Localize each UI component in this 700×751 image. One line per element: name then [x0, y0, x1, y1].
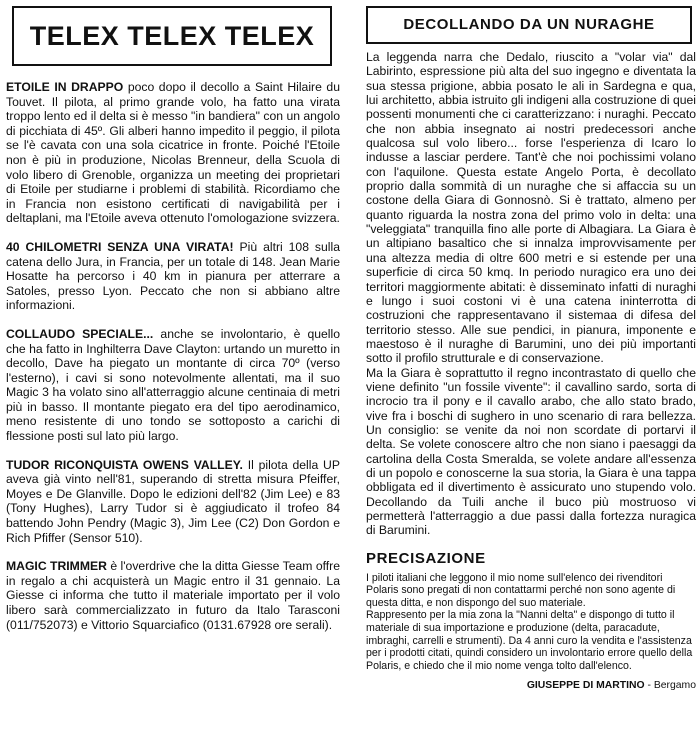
article-heading: COLLAUDO SPECIALE... — [6, 326, 154, 341]
article-text: poco dopo il decollo a Saint Hilaire du Touvet. Il pilota, al primo grande volo, ha fatto una virata troppo lento ed il delta si è messo "in bandiera" con un angolo di picchiata di 45º. Gli alberi hanno impedito il peggio, il pilota se l'è cavata con una sola cicatrice in fronte. Poiché l'Etoile non è più in produzione, Nicolas Brenneur, della Scuola di volo libero di Grenoble, organizza un meeting dei proprietari di Etoile per studiarne i problemi di stabilità. Ricordiamo che in Francia non esistono certificati di navigabilità per i deltaplani, ma l'Etoile aveva ottenuto l'omologazione svizzera. — [6, 80, 340, 226]
signature — [366, 680, 696, 691]
precisazione-title: PRECISAZIONE — [366, 549, 486, 567]
precisazione-line-3: Rappresento per la mia zona la "Nanni delta" e dispongo di tutto il materiale di sua importazione e produzione (delta, paracadute, imbraghi, carrelli e strumenti). Da 4 anni curo la vendita e l'assistenza per i prodotti citati, quindi considero un involontario errore quello della Polaris, e chiedo che il mio nome venga tolto dall'elenco. — [366, 609, 693, 672]
article-magic-trimmer — [6, 559, 340, 632]
article-tudor — [6, 458, 340, 546]
left-column — [6, 6, 340, 646]
article-heading: MAGIC TRIMMER — [6, 559, 107, 574]
nuraghe-paragraph-2: Ma la Giara è soprattutto il regno incontrastato di quello che viene definito "un fossile vivente": il cavallino sardo, sorta di incrocio tra il pony e il cavallo arabo, che allo stato brado, vive fra i boschi di sughero in uno scenario di rara bellezza. Un consiglio: se venite da noi non scordate di portarvi il delta. Se volete conoscere altro che non siano i paesaggi da cartolina della Costa Smeralda, se volete andare all'essenza di un popolo e conoscerne la sua storia, la Giara è una tappa obbligata ed il divertimento è assicurato uno stupendo volo. Decollando da Tuili anche il buco più mostruoso vi permetterà l'atterraggio a due passi dalla fortezza nuragica di Barumini. — [366, 365, 696, 538]
right-column — [366, 6, 696, 691]
telex-title: TELEX TELEX TELEX — [12, 6, 332, 66]
nuraghe-body — [366, 50, 696, 538]
signature-place: - Bergamo — [644, 680, 696, 692]
precisazione-line-2: questa ditta, e non dispongo del suo materiale. — [366, 596, 586, 609]
article-heading: ETOILE IN DRAPPO — [6, 80, 124, 94]
article-40km — [6, 240, 340, 313]
nuraghe-paragraph-1: La leggenda narra che Dedalo, riuscito a "volar via" dal Labirinto, espressione più alta del suo ingegno e diventata la sua stessa prigione, abbia posato le ali in Sardegna e qua, lui architetto, abbia istruito gli indigeni alla costruzione di quei possenti monumenti che ci caratterizzano: i nuraghi. Peccato che non abbia insegnato ai nostri predecessori anche qualcosa sul volo libero... forse l'esperienza di Icaro lo indusse a lasciar perdere. Tant'è che noi pochissimi volano con l'aquilone. Questa estate Angelo Porta, è decollato proprio dalla sommità di un nuraghe che si affaccia su un costone della Giara di Gonnosnò. Si è trattato, almeno per quanto riguarda la nostra zona del primo volo in delta: una "veleggiata" tranquilla fino alle porte di Albagiara. La Giara è un altipiano basaltico che si innalza improvvisamente per una altezza media di oltre 600 metri e si estende per una superficie di circa 50 kmq. In periodo nuragico era uno dei territori maggiormente abitati: è disseminato infatti di nuraghi e lungo i suoi costoni vi è una catena ininterrotta di costruzioni che rappresentavano il sistemaa di difesa del territorio stesso. Alle sue pendici, in pianura, imponente e maestoso è il nuraghe di Barumini, uno dei più importanti sotto il profilo strutturale e di conservazione. — [366, 50, 696, 366]
precisazione-line-1: I piloti italiani che leggono il mio nome sull'elenco dei rivenditori Polaris sono pregati di non contattarmi perché non sono agente di — [366, 571, 676, 597]
article-etoile — [6, 80, 340, 226]
article-heading: TUDOR RICONQUISTA OWENS VALLEY. — [6, 457, 243, 472]
telex-body — [6, 80, 340, 632]
nuraghe-title: DECOLLANDO DA UN NURAGHE — [366, 6, 692, 44]
signature-name: GIUSEPPE DI MARTINO — [526, 680, 645, 692]
article-text: anche se involontario, è quello che ha fatto in Inghilterra Dave Clayton: urtando un muretto in decollo, Dave ha piegato un montante di circa 70º (verso l'esterno), i cavi si sono notevolmente allentati, ma il suo Magic 3 ha volato sino all'atterraggio alcune centinaia di metri più in basso. Il montante piegato era del tipo aerodinamico, meno resistente di uno tondo se sottoposto a carichi di flessione posti sul lato più largo. — [6, 326, 340, 444]
article-collaudo — [6, 327, 340, 444]
article-text: Più altri 108 sulla catena dello Jura, in Francia, per un totale di 148. Jean Marie Hosatte ha percorso i 40 km in pianura per atterrare a Satoles, presso Lyon. Peccato che non si abbiano altre informazioni. — [6, 239, 341, 313]
article-text: è l'overdrive che la ditta Giesse Team offre in regalo a chi acquisterà un Magic entro il 31 gennaio. La Giesse ci informa che tutto il materiale importato per il volo libero sarà commercializzato in futuro da Italo Tarasconi (011/752073) e Vittorio Squarciafico (0131.67928 ore serali). — [6, 559, 340, 632]
article-text: Il pilota della UP aveva già vinto nell'81, superando di stretta misura Pfeiffer, Moyes e De Glanville. Dopo le edizioni dell'82 (Jim Lee) e 83 (Tony Hughes), Larry Tudor si è aggiudicato il trofeo 84 battendo John Pendry (Magic 3), Jim Lee (C2) Don Gordon e Rich Pfiffer (Sensor 510). — [6, 457, 340, 545]
article-heading: 40 CHILOMETRI SENZA UNA VIRATA! — [6, 239, 234, 254]
